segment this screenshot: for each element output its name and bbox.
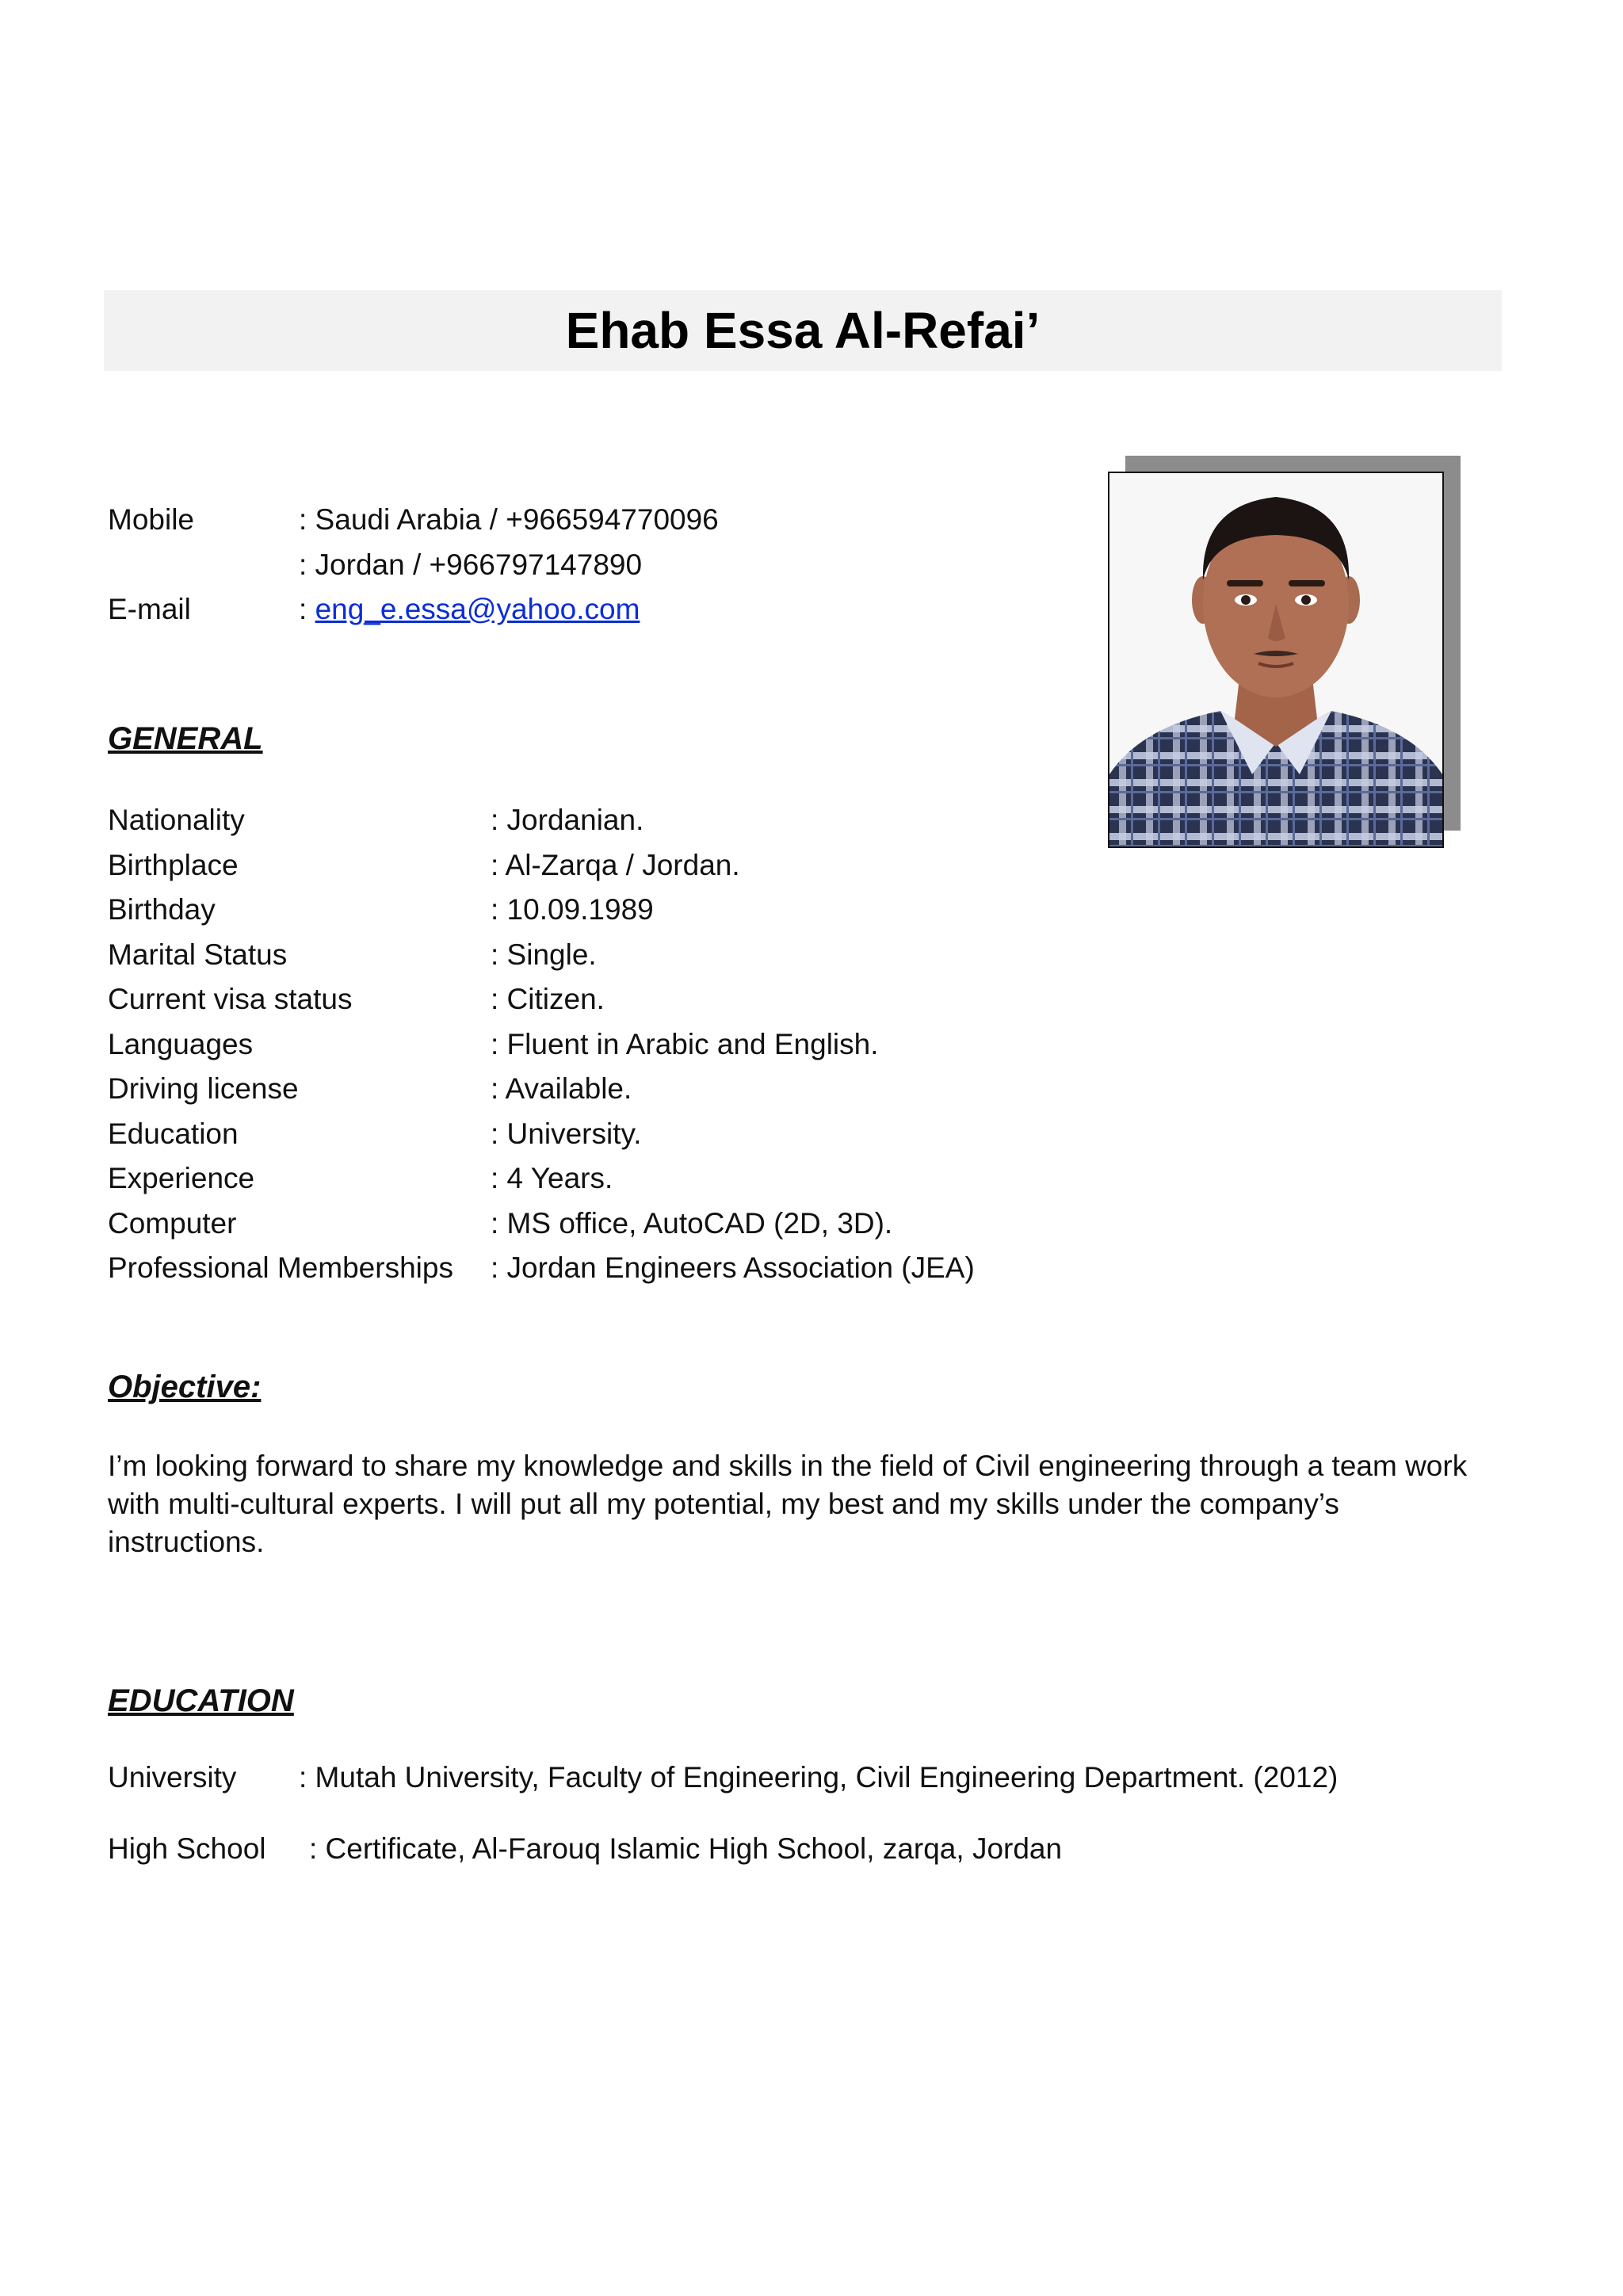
email-link[interactable]: eng_e.essa@yahoo.com bbox=[315, 593, 640, 625]
profile-photo bbox=[1108, 472, 1444, 848]
general-value: : Al-Zarqa / Jordan. bbox=[491, 849, 740, 881]
mobile-jordan: : Jordan / +966797147890 bbox=[299, 548, 643, 581]
candidate-name: Ehab Essa Al-Refai’ bbox=[565, 302, 1041, 359]
general-label: Languages bbox=[108, 1028, 254, 1060]
mobile-saudi: : Saudi Arabia / +966594770096 bbox=[299, 503, 719, 536]
education-heading: EDUCATION bbox=[108, 1683, 294, 1718]
email-row bbox=[299, 594, 640, 624]
general-value: : Fluent in Arabic and English. bbox=[491, 1028, 879, 1060]
general-value: : University. bbox=[491, 1117, 642, 1150]
email-prefix: : bbox=[299, 593, 315, 625]
general-value: : Available. bbox=[491, 1072, 632, 1105]
general-label: Birthday bbox=[108, 893, 216, 926]
general-heading: GENERAL bbox=[108, 721, 263, 756]
email-label: E-mail bbox=[108, 593, 191, 625]
general-label: Experience bbox=[108, 1162, 255, 1194]
general-label: Computer bbox=[108, 1207, 237, 1240]
general-label: Current visa status bbox=[108, 983, 353, 1015]
objective-text: I’m looking forward to share my knowledge and skills in the field of Civil engineering through a team work with multi-cultural experts. I will put all my potential, my best and my skills under the company’s instructions. bbox=[108, 1450, 1468, 1558]
general-label: Nationality bbox=[108, 804, 245, 836]
general-value: : Citizen. bbox=[491, 983, 605, 1015]
objective-heading: Objective: bbox=[108, 1370, 262, 1404]
university-value: : Mutah University, Faculty of Engineering, Civil Engineering Department. (2012) bbox=[299, 1761, 1338, 1794]
general-value: : Jordan Engineers Association (JEA) bbox=[491, 1251, 975, 1284]
general-value: : MS office, AutoCAD (2D, 3D). bbox=[491, 1207, 893, 1240]
high-school-value: : Certificate, Al-Farouq Islamic High School, zarqa, Jordan bbox=[309, 1832, 1063, 1865]
university-label: University bbox=[108, 1761, 237, 1794]
mobile-label: Mobile bbox=[108, 503, 194, 536]
general-label: Birthplace bbox=[108, 849, 239, 881]
general-label: Marital Status bbox=[108, 938, 288, 971]
general-value: : 10.09.1989 bbox=[491, 893, 654, 926]
general-value: : Jordanian. bbox=[491, 804, 644, 836]
general-value: : Single. bbox=[491, 938, 597, 971]
general-label: Driving license bbox=[108, 1072, 299, 1105]
portrait-illustration bbox=[1109, 473, 1442, 846]
general-label: Education bbox=[108, 1117, 239, 1150]
name-header bbox=[104, 290, 1502, 371]
general-value: : 4 Years. bbox=[491, 1162, 613, 1194]
high-school-label: High School bbox=[108, 1832, 266, 1865]
general-label: Professional Memberships bbox=[108, 1251, 453, 1284]
